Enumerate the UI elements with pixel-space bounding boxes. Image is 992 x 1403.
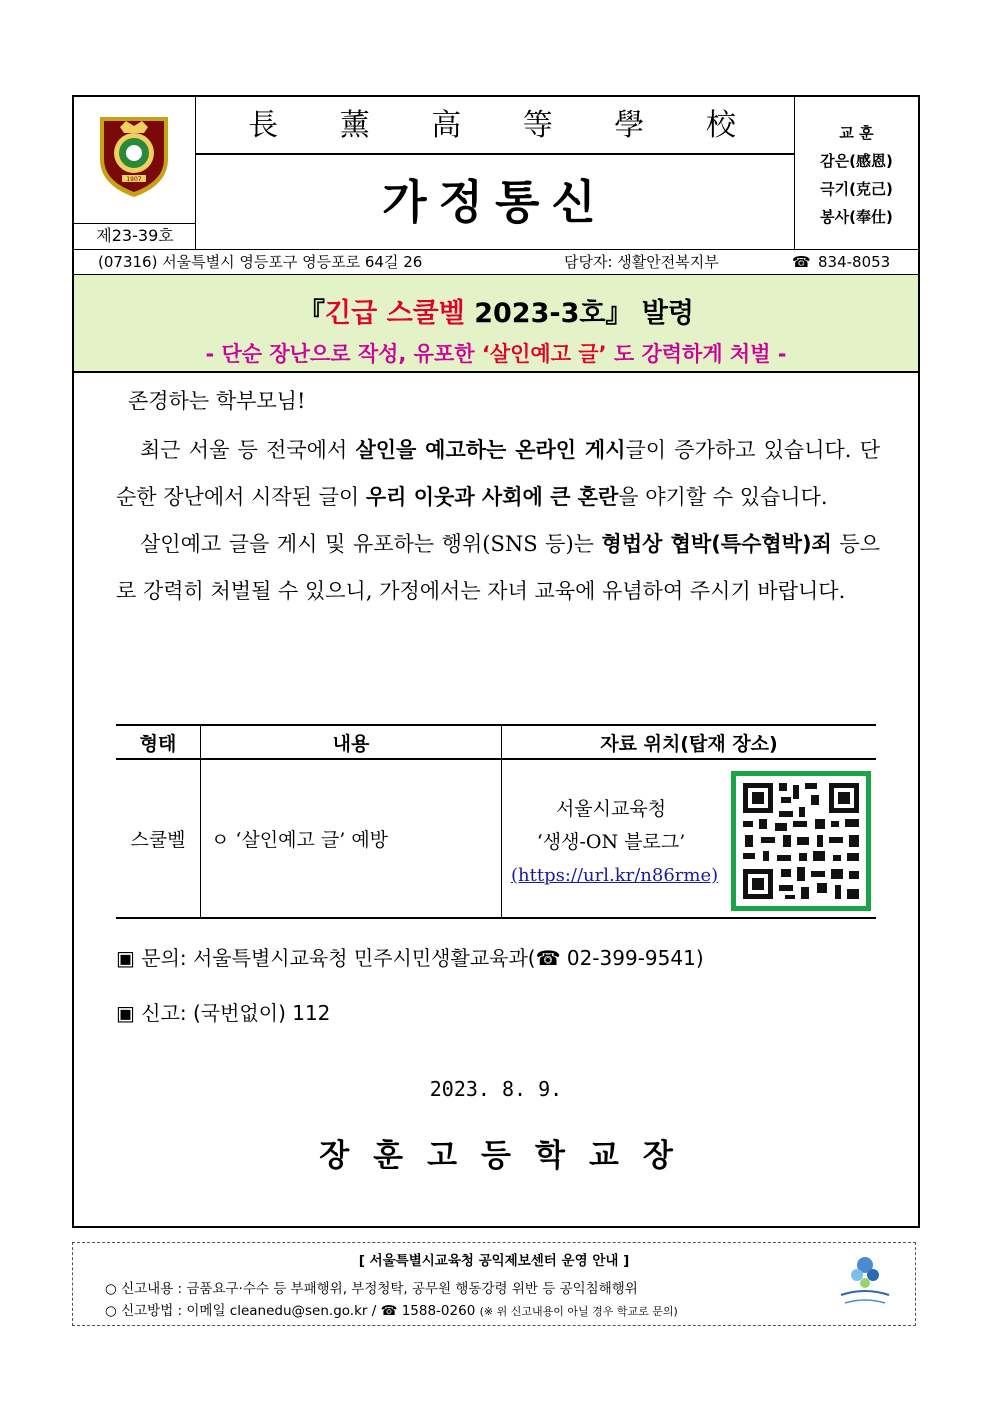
location-line: 서울시교육청 <box>555 798 667 820</box>
motto-title: 교 훈 <box>839 124 874 142</box>
phone-icon: ☎ <box>792 253 811 271</box>
footer-title: [ 서울특별시교육청 공익제보센터 운영 안내 ] <box>358 1253 630 1269</box>
banner-subtitle: - 단순 장난으로 작성, 유포한 ‘살인예고 글’ 도 강력하게 처벌 - <box>205 342 787 366</box>
address-bar <box>74 249 918 275</box>
row-location <box>502 759 877 918</box>
footer-notice <box>72 1242 916 1326</box>
svg-text:1907: 1907 <box>126 176 142 183</box>
logo-cell <box>74 97 196 249</box>
inquiry-notice: ▣ 문의: 서울특별시교육청 민주시민생활교육과(☎ 02-399-9541) <box>116 946 704 970</box>
school-motto <box>794 97 918 249</box>
row-content: ㅇ ‘살인예고 글’ 예방 <box>201 759 502 918</box>
contact-person: 담당자: 생활안전복지부 <box>564 253 719 271</box>
banner-title: 『긴급 스쿨벨 2023-3호』 발령 <box>298 298 694 329</box>
document-frame <box>72 95 920 1228</box>
table-header: 내용 <box>201 725 502 759</box>
table-header: 자료 위치(탑재 장소) <box>502 725 877 759</box>
location-line: ‘생생-ON 블로그’ <box>536 831 686 853</box>
table-row <box>116 759 876 918</box>
motto-item: 극기(克己) <box>820 180 893 198</box>
paragraph: 최근 서울 등 전국에서 살인을 예고하는 온라인 게시글이 증가하고 있습니다. 단순한 장난에서 시작된 글이 우리 이웃과 사회에 큰 혼란을 야기할 수 있습니다. <box>116 438 880 509</box>
school-address: (07316) 서울특별시 영등포구 영등포로 64길 26 <box>98 253 423 271</box>
report-notice: ▣ 신고: (국번없이) 112 <box>116 1001 331 1025</box>
motto-item: 봉사(奉仕) <box>820 208 893 226</box>
info-table <box>116 724 876 919</box>
motto-item: 감은(感恩) <box>820 152 893 170</box>
footer-line: ○ 신고방법 : 이메일 cleanedu@sen.go.kr / ☎ 1588-0260 (※ 위 신고내용이 아닐 경우 학교로 문의) <box>105 1303 678 1319</box>
blog-link[interactable]: (https://url.kr/n86rme) <box>511 865 719 886</box>
issue-number: 제23-39호 <box>74 223 196 249</box>
header <box>74 97 918 249</box>
phone-number: 834-8053 <box>818 253 891 271</box>
document-title: 가정통신 <box>382 175 608 229</box>
greeting: 존경하는 학부모님! <box>128 389 306 413</box>
table-header: 형태 <box>116 725 201 759</box>
clean-seoul-logo-icon <box>835 1253 895 1311</box>
footer-line: ○ 신고내용 : 금품요구·수수 등 부패행위, 부정청탁, 공무원 행동강령 위반 등 공익침해행위 <box>105 1281 638 1297</box>
qr-code-icon[interactable] <box>731 771 871 911</box>
principal-signature: 장훈고등학교장 <box>319 1138 697 1174</box>
row-type: 스쿨벨 <box>116 759 201 918</box>
paragraph: 살인예고 글을 게시 및 유포하는 행위(SNS 등)는 형법상 협박(특수협박)죄 등으로 강력히 처벌될 수 있으니, 가정에서는 자녀 교육에 유념하여 주시기 바랍니다. <box>116 532 881 603</box>
school-emblem-icon <box>96 113 172 199</box>
letter-body <box>116 387 880 615</box>
alert-banner <box>74 275 918 373</box>
school-name: 長 薰 高 等 學 校 <box>196 97 794 155</box>
issue-date: 2023. 8. 9. <box>429 1077 563 1101</box>
